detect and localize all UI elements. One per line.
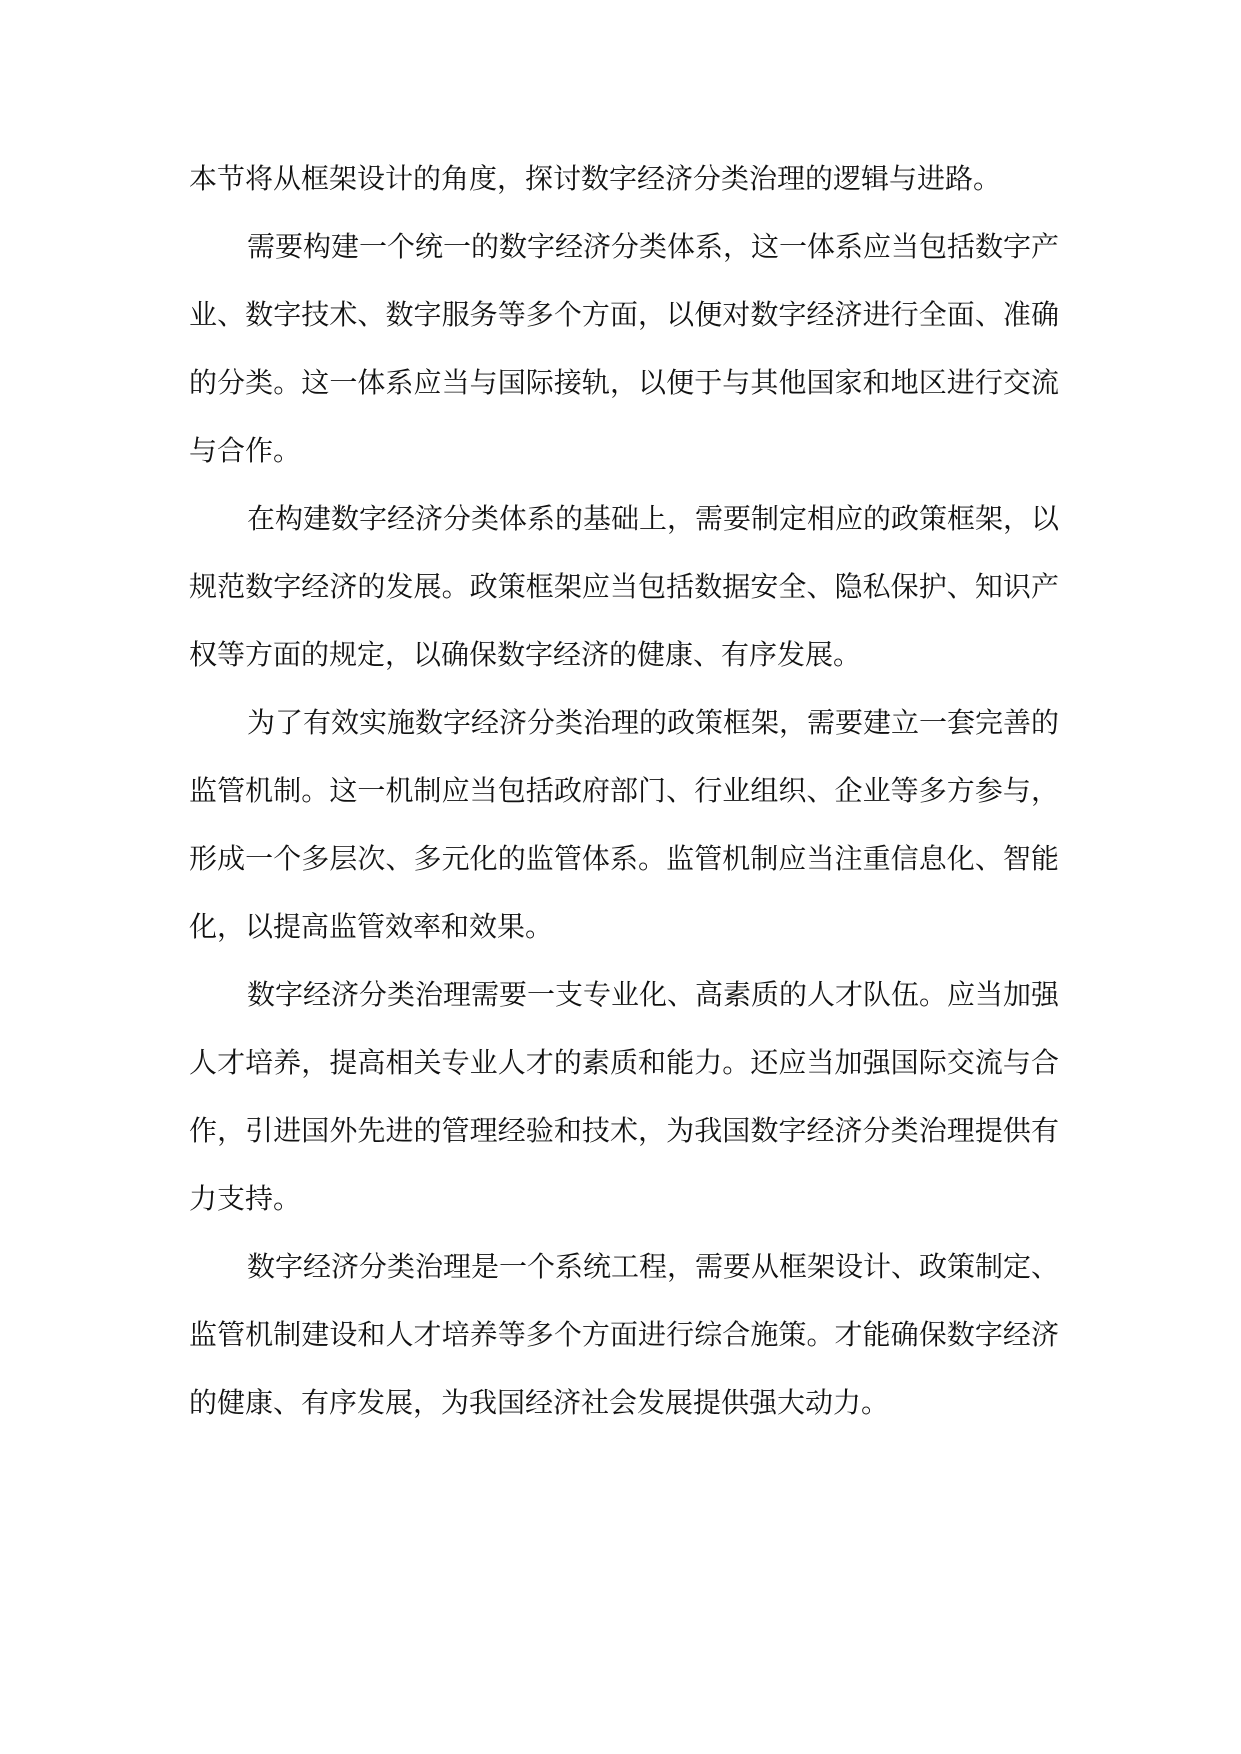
paragraph-4: 为了有效实施数字经济分类治理的政策框架，需要建立一套完善的监管机制。这一机制应当包括政府部门、行业组织、企业等多方参与，形成一个多层次、多元化的监管体系。监管机制应当注重信息化、智能化，以提高监管效率和效果。 [189, 706, 1060, 943]
paragraph-6: 数字经济分类治理是一个系统工程，需要从框架设计、政策制定、监管机制建设和人才培养等多个方面进行综合施策。才能确保数字经济的健康、有序发展，为我国经济社会发展提供强大动力。 [189, 1250, 1060, 1419]
paragraph-5: 数字经济分类治理需要一支专业化、高素质的人才队伍。应当加强人才培养，提高相关专业人才的素质和能力。还应当加强国际交流与合作，引进国外先进的管理经验和技术，为我国数字经济分类治理提供有力支持。 [189, 978, 1060, 1215]
paragraph-2: 需要构建一个统一的数字经济分类体系，这一体系应当包括数字产业、数字技术、数字服务等多个方面，以便对数字经济进行全面、准确的分类。这一体系应当与国际接轨，以便于与其他国家和地区进行交流与合作。 [189, 230, 1060, 467]
paragraph-3: 在构建数字经济分类体系的基础上，需要制定相应的政策框架，以规范数字经济的发展。政策框架应当包括数据安全、隐私保护、知识产权等方面的规定，以确保数字经济的健康、有序发展。 [189, 502, 1060, 671]
document-body [189, 145, 1059, 1437]
paragraph-1: 本节将从框架设计的角度，探讨数字经济分类治理的逻辑与进路。 [189, 162, 1002, 195]
